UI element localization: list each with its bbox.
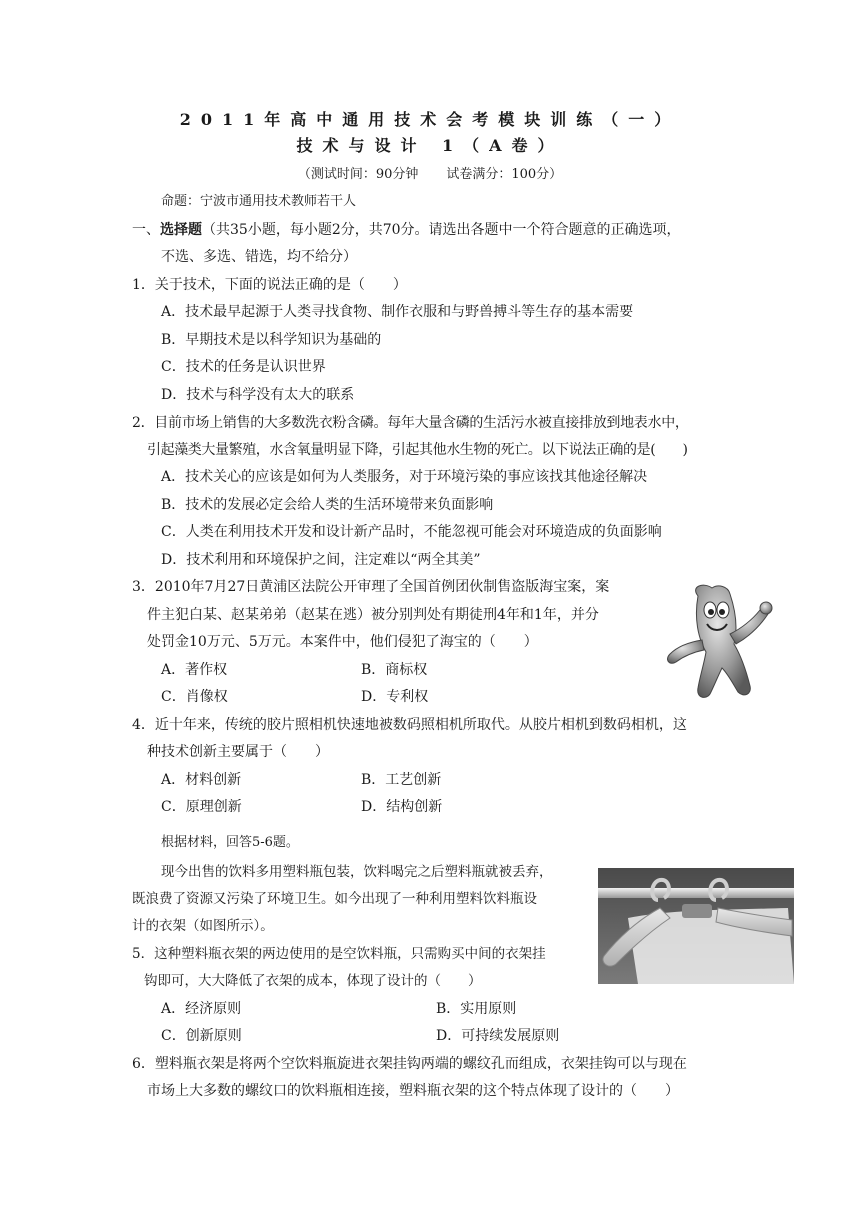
- question-3-option-c: C．肖像权: [161, 689, 228, 705]
- section-name: 选择题: [160, 222, 202, 238]
- question-5-option-b: B．实用原则: [436, 1001, 517, 1017]
- section-heading: [132, 220, 681, 240]
- section-instructions-2: 不选、多选、错选，均不给分）: [161, 249, 357, 265]
- material-line-2: 既浪费了资源又污染了环境卫生。如今出现了一种利用塑料饮料瓶设: [132, 891, 537, 907]
- question-1-option-a: A．技术最早起源于人类寻找食物、制作衣服和与野兽搏斗等生存的基本需要: [161, 304, 634, 320]
- haibao-mascot-image: [660, 582, 785, 700]
- material-line-1: 现今出售的饮料多用塑料瓶包装，饮料喝完之后塑料瓶就被丢弃，: [161, 864, 553, 880]
- question-3-option-b: B．商标权: [361, 662, 428, 678]
- question-4-stem-2: 种技术创新主要属于（ ）: [147, 744, 329, 760]
- full-score: 试卷满分：100分）: [446, 167, 563, 182]
- exam-title: 2011年高中通用技术会考模块训练（一）: [179, 110, 681, 129]
- question-2-option-c: C．人类在利用技术开发和设计新产品时，不能忽视可能会对环境造成的负面影响: [161, 524, 662, 540]
- question-1-option-c: C．技术的任务是认识世界: [161, 359, 326, 375]
- material-intro: 根据材料，回答5-6题。: [161, 835, 299, 850]
- question-4-stem-1: 4．近十年来，传统的胶片照相机快速地被数码照相机所取代。从胶片相机到数码相机，这: [132, 717, 687, 733]
- question-3-stem-3: 处罚金10万元、5万元。本案件中，他们侵犯了海宝的（ ）: [147, 634, 538, 650]
- question-3-option-d: D．专利权: [361, 689, 429, 705]
- question-4-option-c: C．原理创新: [161, 799, 242, 815]
- question-2-option-a: A．技术关心的应该是如何为人类服务，对于环境污染的事应该找其他途径解决: [161, 469, 648, 485]
- question-1-stem: 1．关于技术，下面的说法正确的是（ ）: [132, 277, 407, 293]
- question-1-option-b: B．早期技术是以科学知识为基础的: [161, 332, 382, 348]
- question-3-stem-1: 3．2010年7月27日黄浦区法院公开审理了全国首例团伙制售盗版海宝案，案: [132, 579, 610, 595]
- exam-subtitle: 技术与设计 1（A卷）: [296, 136, 564, 155]
- bottle-hanger-photo: [598, 868, 794, 984]
- question-4-option-a: A．材料创新: [161, 772, 242, 788]
- test-time: （测试时间：90分钟: [297, 167, 419, 182]
- section-prefix: 一、: [132, 222, 160, 238]
- question-2-stem-1: 2．目前市场上销售的大多数洗衣粉含磷。每年大量含磷的生活污水被直接排放到地表水中，: [132, 415, 689, 431]
- question-2-stem-2: 引起藻类大量繁殖，水含氧量明显下降，引起其他水生物的死亡。以下说法正确的是( ): [147, 442, 688, 458]
- exam-author: 命题：宁波市通用技术教师若干人: [161, 194, 357, 209]
- question-5-stem-1: 5．这种塑料瓶衣架的两边使用的是空饮料瓶，只需购买中间的衣架挂: [132, 946, 546, 962]
- question-4-option-b: B．工艺创新: [361, 772, 442, 788]
- material-line-3: 计的衣架（如图所示）。: [132, 918, 274, 934]
- question-5-option-a: A．经济原则: [161, 1001, 242, 1017]
- question-3-option-a: A．著作权: [161, 662, 228, 678]
- question-5-option-d: D．可持续发展原则: [436, 1028, 560, 1044]
- question-1-option-d: D．技术与科学没有太大的联系: [161, 387, 355, 403]
- question-5-stem-2: 钩即可，大大降低了衣架的成本，体现了设计的（ ）: [144, 973, 482, 989]
- question-3-stem-2: 件主犯白某、赵某弟弟（赵某在逃）被分别判处有期徒刑4年和1年，并分: [147, 607, 599, 623]
- question-2-option-b: B．技术的发展必定会给人类的生活环境带来负面影响: [161, 497, 494, 513]
- question-5-option-c: C．创新原则: [161, 1028, 242, 1044]
- question-6-stem-2: 市场上大多数的螺纹口的饮料瓶相连接，塑料瓶衣架的这个特点体现了设计的（ ）: [147, 1083, 679, 1099]
- question-2-option-d: D．技术利用和环境保护之间，注定难以“两全其美”: [161, 552, 481, 568]
- question-4-option-d: D．结构创新: [361, 799, 443, 815]
- exam-info: [0, 165, 860, 185]
- question-6-stem-1: 6．塑料瓶衣架是将两个空饮料瓶旋进衣架挂钩两端的螺纹孔而组成，衣架挂钩可以与现在: [132, 1056, 687, 1072]
- section-instructions-1: （共35小题，每小题2分，共70分。请选出各题中一个符合题意的正确选项，: [202, 222, 681, 238]
